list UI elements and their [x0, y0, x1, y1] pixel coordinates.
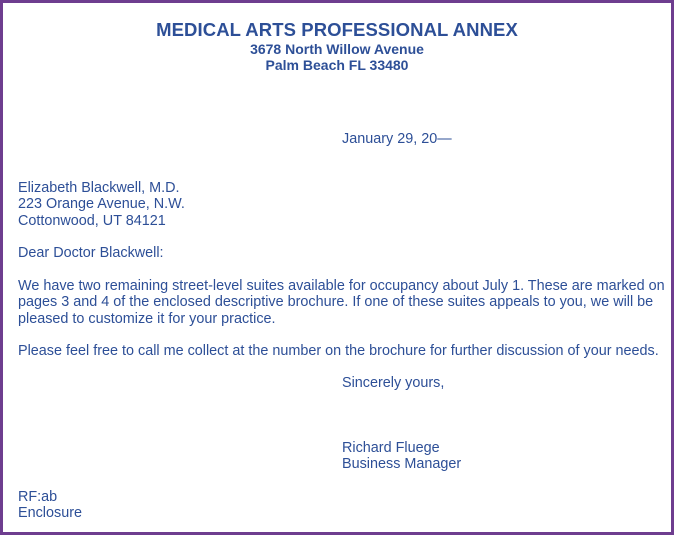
- signer-name: Richard Fluege: [342, 440, 440, 456]
- letterhead: [3, 19, 671, 73]
- reference-initials: RF:ab: [18, 489, 58, 505]
- complimentary-close: Sincerely yours,: [342, 375, 445, 391]
- letter-date: January 29, 20—: [342, 131, 452, 147]
- body-paragraph-1: We have two remaining street-level suites available for occupancy about July 1. These are marked on pages 3 and 4 of the enclosed descriptive brochure. If one of these suites appeals to you, we will be pleased to customize it for your practice.: [18, 278, 665, 327]
- salutation: Dear Doctor Blackwell:: [18, 245, 164, 261]
- signer-title: Business Manager: [342, 456, 462, 473]
- enclosure-notation: Enclosure: [18, 505, 82, 522]
- recipient-name: Elizabeth Blackwell, M.D.: [18, 180, 180, 196]
- organization-name: MEDICAL ARTS PROFESSIONAL ANNEX: [156, 19, 518, 40]
- recipient-street: 223 Orange Avenue, N.W.: [18, 196, 185, 213]
- signature-block: [342, 440, 461, 473]
- letterhead-city: Palm Beach FL 33480: [265, 57, 409, 73]
- recipient-city: Cottonwood, UT 84121: [18, 212, 166, 229]
- body-paragraph-2: Please feel free to call me collect at the number on the brochure for further discussion of your needs.: [18, 343, 659, 359]
- letterhead-street: 3678 North Willow Avenue: [250, 41, 424, 57]
- inside-address: [18, 180, 185, 229]
- reference-block: [18, 489, 82, 522]
